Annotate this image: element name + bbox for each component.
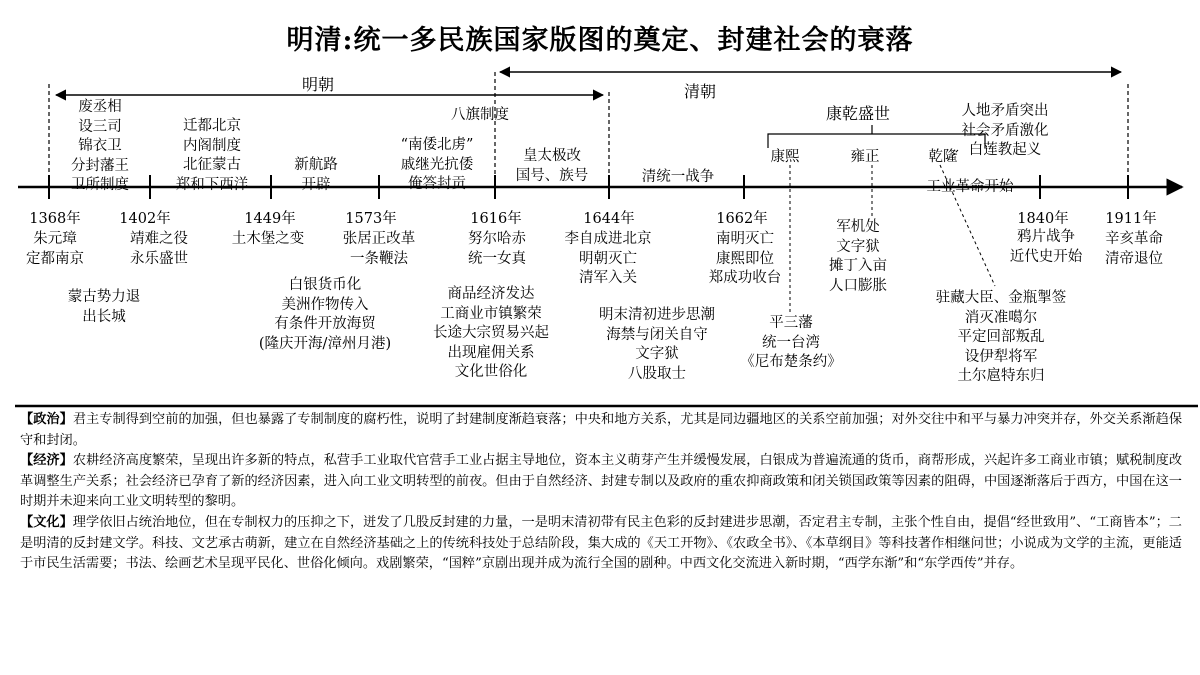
economy-label: 商品经济发达 工商业市镇繁荣 长途大宗贸易兴起 出现雇佣关系 文化世俗化 — [433, 286, 549, 380]
kangqian-label: 康乾盛世 — [825, 104, 891, 123]
event-1368: 朱元璋 定都南京 — [26, 231, 84, 267]
early-ming-label: 废丞相 设三司 锦衣卫 分封藩王 卫所制度 — [71, 99, 129, 193]
yongzheng-label: 雍正 — [850, 149, 880, 165]
event-1402: 靖难之役 永乐盛世 — [130, 231, 188, 267]
qing-unify-label: 清统一战争 — [641, 169, 715, 185]
event-1449: 土木堡之变 — [231, 231, 305, 247]
year-1402: 1402年 — [119, 211, 171, 227]
year-1840: 1840年 — [1017, 211, 1069, 227]
culture-paragraph — [20, 513, 1182, 575]
year-1573: 1573年 — [345, 211, 397, 227]
culture-text: 理学依旧占统治地位，但在专制权力的压抑之下，迸发了几股反封建的力量，一是明末清初带有民主色彩的反封建进步思潮，否定君主专制，主张个性自由，提倡“经世致用”、“工商皆本”；二是明清的反封建文学。科技、文艺承古萌新，建立在自然经济基础之上的传统科技处于总结阶段，集大成的《天工开物》、《农政全书》、《本草纲目》等科技著作相继问世；小说成为文学的主流，更能适于市民生活需要；书法、绘画艺术呈现平民化、世俗化倾向。戏剧繁荣，“国粹”京剧出现并成为流行全国的剧种。中西文化交流进入新时期，“西学东渐”和“东学西传”并存。 — [20, 514, 1182, 572]
event-1840: 鸦片战争 近代史开始 — [1009, 229, 1083, 265]
event-1662: 南明灭亡 康熙即位 郑成功收台 — [708, 231, 782, 286]
conflicts-label: 人地矛盾突出 社会矛盾激化 白莲教起义 — [961, 103, 1049, 158]
culture-tag: 【文化】 — [20, 514, 73, 530]
year-1662: 1662年 — [716, 211, 768, 227]
new-route-label: 新航路 开辟 — [294, 157, 338, 193]
yongle-label: 迁都北京 内阁制度 北征蒙古 郑和下西洋 — [175, 118, 249, 193]
year-1616: 1616年 — [470, 211, 522, 227]
year-1644: 1644年 — [583, 211, 635, 227]
kangxi-label: 康熙 — [770, 149, 800, 165]
year-1368: 1368年 — [29, 211, 81, 227]
economy-paragraph — [20, 451, 1182, 513]
year-1449: 1449年 — [244, 211, 296, 227]
event-1911: 辛亥革命 清帝退位 — [1105, 231, 1163, 267]
politics-tag: 【政治】 — [20, 412, 73, 427]
summary-section — [20, 410, 1182, 575]
huang-taiji-label: 皇太极改 国号、族号 — [515, 148, 589, 184]
event-1573: 张居正改革 一条鞭法 — [342, 231, 416, 267]
event-1644: 李自成进北京 明朝灭亡 清军入关 — [564, 231, 652, 286]
politics-paragraph — [20, 410, 1182, 451]
eight-banners-label: 八旗制度 — [451, 107, 509, 123]
qianlong-acts-label: 驻藏大臣、金瓶掣签 消灭准噶尔 平定回部叛乱 设伊犁将军 土尔扈特东归 — [935, 290, 1067, 384]
kangqian-bracket — [768, 134, 985, 148]
industrial-label: 工业革命开始 — [926, 179, 1014, 195]
yongzheng-acts-label: 军机处 文字狱 摊丁入亩 人口膨胀 — [829, 219, 887, 294]
qianlong-label: 乾隆 — [928, 149, 958, 165]
economy-text: 农耕经济高度繁荣，呈现出许多新的特点，私营手工业取代官营手工业占据主导地位，资本主义萌芽产生并缓慢发展，白银成为普遍流通的货币，商帮形成，兴起许多工商业市镇；赋税制度改革调整生产关系；社会经济已孕育了新的经济因素，进入向工业文明转型的前夜。但由于自然经济、封建专制以及政府的重农抑商政策和闭关锁国政策等因素的阻碍，中国逐渐落后于西方，中国在这一时期并未迎来向工业文明转型的黎明。 — [20, 453, 1183, 510]
year-1911: 1911年 — [1105, 211, 1157, 227]
mongol-label: 蒙古势力退 出长城 — [67, 289, 141, 325]
qing-label: 清朝 — [683, 82, 717, 101]
sanfan-label: 平三藩 统一台湾 《尼布楚条约》 — [740, 315, 842, 370]
thought-label: 明末清初进步思潮 海禁与闭关自守 文字狱 八股取士 — [599, 307, 715, 382]
economy-tag: 【经济】 — [20, 453, 73, 469]
event-1616: 努尔哈赤 统一女真 — [468, 231, 526, 267]
silver-label: 白银货币化 美洲作物传入 有条件开放海贸 (隆庆开海/漳州月港) — [258, 277, 392, 352]
ming-label: 明朝 — [301, 75, 335, 94]
page-title: 明清:统一多民族国家版图的奠定、封建社会的衰落 — [286, 25, 914, 56]
wokou-label: “南倭北虏” 戚继光抗倭 俺答封贡 — [400, 137, 474, 192]
politics-text: 君主专制得到空前的加强，但也暴露了专制制度的腐朽性，说明了封建制度渐趋衰落；中央和地方关系，尤其是同边疆地区的关系空前加强；对外交往中和平与暴力冲突并存，外交关系渐趋保守和封闭。 — [20, 412, 1183, 448]
